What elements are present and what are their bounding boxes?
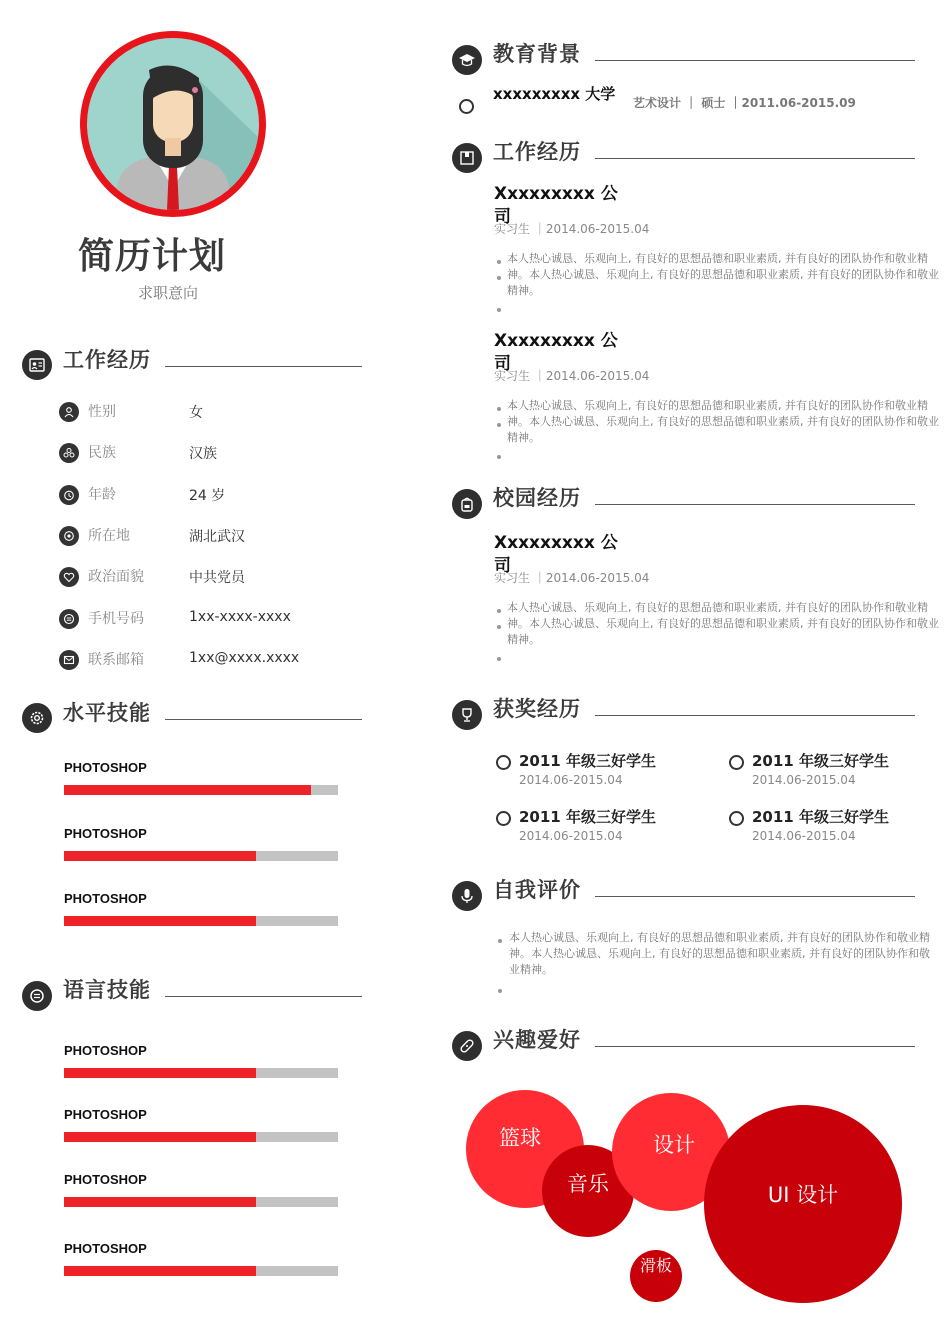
info-value: 中共党员: [189, 570, 245, 587]
info-value: 湖北武汉: [189, 528, 245, 545]
bullet-dot: [497, 407, 501, 411]
award-date: 2014.06-2015.04: [752, 829, 856, 843]
skill-bar-fill: [64, 1132, 256, 1142]
mail-icon: [59, 650, 79, 670]
section-divider: [595, 60, 915, 61]
skill-label: PHOTOSHOP: [64, 760, 147, 775]
description-text: 本人热心诚恳、乐观向上, 有良好的思想品德和职业素质, 并有良好的团队协作和敬业精神。本人热心诚恳、乐观向上, 有良好的思想品德和职业素质, 并有良好的团队协作和敬业精神。: [507, 399, 939, 444]
award-bullet: [729, 811, 744, 826]
info-label: 所在地: [88, 527, 130, 544]
hobby-bubble-ui-design: UI 设计: [704, 1105, 902, 1303]
group-icon: [59, 443, 79, 463]
clock-icon: [59, 485, 79, 505]
info-label: 联系邮箱: [88, 651, 144, 668]
skill-bar-fill: [64, 1068, 256, 1078]
skill-bar: [64, 1132, 338, 1142]
section-divider: [165, 366, 362, 367]
role-period: 实习生 ｜2014.06-2015.04: [494, 369, 650, 383]
description-text: 本人热心诚恳、乐观向上, 有良好的思想品德和职业素质, 并有良好的团队协作和敬业精神。本人热心诚恳、乐观向上, 有良好的思想品德和职业素质, 并有良好的团队协作和敬业精神。: [507, 252, 939, 297]
bullet-dot: [498, 989, 502, 993]
bullet-dot: [497, 308, 501, 312]
info-value: 1xx-xxxx-xxxx: [189, 608, 291, 625]
heart-icon: [59, 567, 79, 587]
section-divider: [595, 715, 915, 716]
skill-label: PHOTOSHOP: [64, 1043, 147, 1058]
section-title-awards: 获奖经历: [493, 697, 581, 721]
info-value: 1xx@xxxx.xxxx: [189, 649, 300, 666]
skill-label: PHOTOSHOP: [64, 1241, 147, 1256]
hobby-bubble-basketball: 篮球: [466, 1090, 584, 1208]
bandage-icon: [452, 1031, 482, 1061]
resume-title: 简历计划: [78, 236, 227, 277]
skill-bar-fill: [64, 1266, 256, 1276]
skill-bar-fill: [64, 785, 311, 795]
chat-icon: [22, 981, 52, 1011]
award-bullet: [729, 755, 744, 770]
section-divider: [595, 158, 915, 159]
award-date: 2014.06-2015.04: [519, 773, 623, 787]
section-title-self-eval: 自我评价: [493, 878, 581, 902]
self-eval-text: 本人热心诚恳、乐观向上, 有良好的思想品德和职业素质, 并有良好的团队协作和敬业精神。本人热心诚恳、乐观向上, 有良好的思想品德和职业素质, 并有良好的团队协作和敬业精神。: [509, 931, 930, 976]
bullet-dot: [498, 939, 502, 943]
bullet-dot: [497, 625, 501, 629]
section-divider: [165, 719, 362, 720]
avatar-illustration: [87, 38, 259, 210]
section-title-skills: 水平技能: [63, 701, 151, 725]
award-title: 2011 年级三好学生: [752, 808, 889, 826]
section-divider: [595, 1046, 915, 1047]
school-name: xxxxxxxxx 大学: [493, 85, 616, 103]
skill-bar-fill: [64, 851, 256, 861]
bullet-dot: [497, 260, 501, 264]
description-text: 本人热心诚恳、乐观向上, 有良好的思想品德和职业素质, 并有良好的团队协作和敬业精神。本人热心诚恳、乐观向上, 有良好的思想品德和职业素质, 并有良好的团队协作和敬业精神。: [507, 601, 939, 646]
bullet-circle: [459, 99, 474, 114]
info-label: 手机号码: [88, 610, 144, 627]
company-name: Xxxxxxxxx 公司: [494, 331, 618, 374]
skill-label: PHOTOSHOP: [64, 1172, 147, 1187]
award-title: 2011 年级三好学生: [519, 808, 656, 826]
skill-bar-fill: [64, 1197, 256, 1207]
section-divider: [595, 504, 915, 505]
role-period: 实习生 ｜2014.06-2015.04: [494, 222, 650, 236]
bullet-dot: [497, 276, 501, 280]
education-details: 艺术设计 ｜ 硕士 ｜2011.06-2015.09: [633, 96, 856, 110]
award-title: 2011 年级三好学生: [752, 752, 889, 770]
skill-label: PHOTOSHOP: [64, 891, 147, 906]
skill-label: PHOTOSHOP: [64, 1107, 147, 1122]
skill-bar: [64, 785, 338, 795]
section-title-personal: 工作经历: [63, 348, 151, 372]
skill-bar: [64, 1068, 338, 1078]
award-bullet: [496, 811, 511, 826]
award-bullet: [496, 755, 511, 770]
section-title-campus: 校园经历: [493, 486, 581, 510]
microphone-icon: [452, 881, 482, 911]
phone-icon: [59, 609, 79, 629]
skill-bar: [64, 1266, 338, 1276]
section-divider: [165, 996, 362, 997]
skill-bar: [64, 916, 338, 926]
info-label: 政治面貌: [88, 569, 144, 586]
trophy-icon: [452, 700, 482, 730]
hobby-bubble-design: 设计: [612, 1093, 730, 1211]
award-date: 2014.06-2015.04: [752, 773, 856, 787]
backpack-icon: [452, 489, 482, 519]
job-intent: 求职意向: [138, 284, 199, 302]
section-title-languages: 语言技能: [63, 978, 151, 1002]
id-card-icon: [22, 350, 52, 380]
skill-bar: [64, 851, 338, 861]
skill-label: PHOTOSHOP: [64, 826, 147, 841]
hobby-bubble-skateboard: 滑板: [630, 1250, 682, 1302]
gear-icon: [22, 703, 52, 733]
section-title-work: 工作经历: [493, 140, 581, 164]
briefcase-icon: [452, 143, 482, 173]
award-title: 2011 年级三好学生: [519, 752, 656, 770]
section-title-hobbies: 兴趣爱好: [493, 1028, 581, 1052]
award-date: 2014.06-2015.04: [519, 829, 623, 843]
bullet-dot: [497, 423, 501, 427]
section-title-education: 教育背景: [493, 42, 581, 66]
info-label: 民族: [88, 445, 116, 462]
bullet-dot: [497, 657, 501, 661]
company-name: Xxxxxxxxx 公司: [494, 184, 618, 227]
skill-bar: [64, 1197, 338, 1207]
info-label: 年龄: [88, 486, 116, 503]
hobby-bubble-music: 音乐: [542, 1145, 634, 1237]
bullet-dot: [497, 609, 501, 613]
company-name: Xxxxxxxxx 公司: [494, 533, 618, 576]
section-divider: [595, 896, 915, 897]
graduation-cap-icon: [452, 45, 482, 75]
info-label: 性别: [88, 404, 116, 420]
info-value: 汉族: [189, 446, 217, 463]
avatar: [80, 31, 266, 217]
role-period: 实习生 ｜2014.06-2015.04: [494, 571, 650, 585]
person-icon: [59, 402, 79, 422]
info-value: 女: [189, 405, 203, 421]
skill-bar-fill: [64, 916, 256, 926]
bullet-dot: [497, 455, 501, 459]
location-icon: [59, 526, 79, 546]
info-value: 24 岁: [189, 487, 226, 504]
